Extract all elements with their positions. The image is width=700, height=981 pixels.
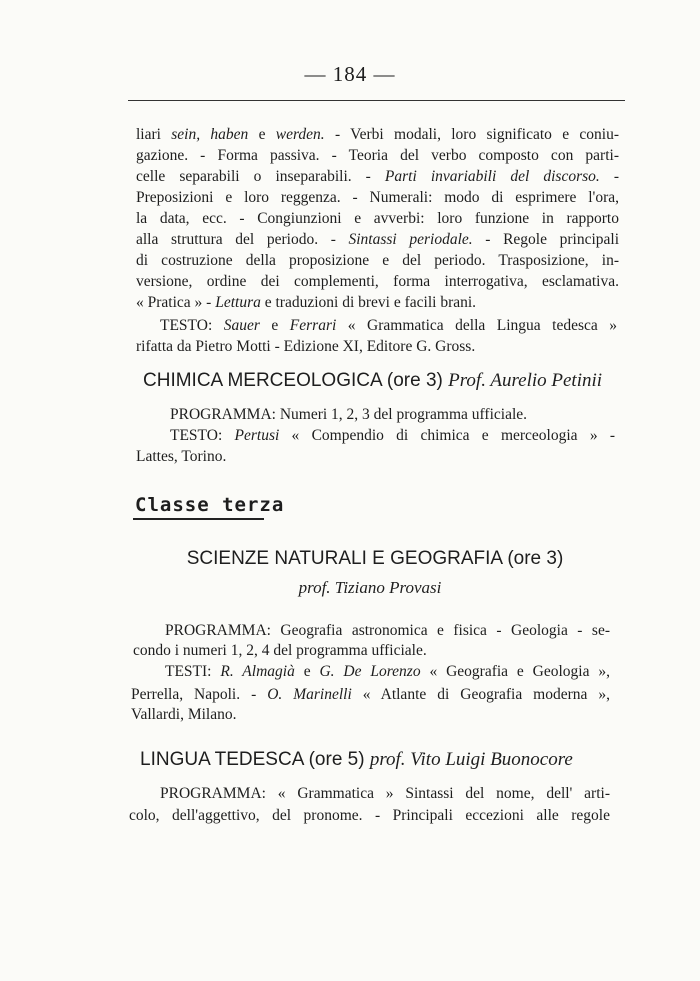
heading-professor: Prof. Aurelio Petinii (448, 370, 603, 391)
programma-line: PROGRAMMA: Numeri 1, 2, 3 del programma ufficiale. (170, 406, 528, 423)
class-title-underline (133, 518, 264, 520)
text-line: di costruzione della proposizione e del periodo. Trasposizione, in- (136, 252, 619, 269)
heading-professor: prof. Vito Luigi Buonocore (369, 749, 573, 770)
text-line: alla struttura del periodo. - Sintassi periodale. - Regole principali (136, 231, 620, 248)
section-professor: prof. Tiziano Provasi (298, 578, 442, 597)
page-number: — 184 — (304, 62, 396, 86)
italic-text: Lettura (215, 294, 261, 311)
heading-title: LINGUA TEDESCA (ore 5) (140, 749, 365, 770)
text-line: gazione. - Forma passiva. - Teoria del verbo composto con parti- (136, 147, 619, 164)
header-rule (128, 100, 625, 101)
text-line: Perrella, Napoli. - O. Marinelli « Atlante di Geografia moderna », (131, 686, 610, 703)
italic-text: Sintassi periodale. (348, 231, 473, 248)
text-line: colo, dell'aggettivo, del pronome. - Principali eccezioni alle regole (129, 807, 610, 824)
italic-text: Ferrari (289, 317, 337, 334)
italic-text: Sauer (223, 317, 260, 334)
text-line: Vallardi, Milano. (131, 706, 237, 723)
italic-text: R. Almagià (220, 663, 295, 680)
text-line: versione, ordine dei complementi, forma interrogativa, esclamativa. (136, 273, 619, 290)
heading-title: CHIMICA MERCEOLOGICA (ore 3) (143, 370, 443, 391)
section-heading (143, 369, 602, 393)
italic-text: G. De Lorenzo (319, 663, 421, 680)
text-line: condo i numeri 1, 2, 4 del programma ufficiale. (133, 642, 427, 659)
italic-text: werden. (275, 126, 325, 143)
text-line: la data, ecc. - Congiunzioni e avverbi: loro funzione in rapporto (136, 210, 619, 227)
text-line: liari sein, haben e werden. - Verbi modali, loro significato e coniu- (136, 126, 619, 143)
italic-text: Parti invariabili del discorso. (384, 168, 600, 185)
programma-line: PROGRAMMA: Geografia astronomica e fisica - Geologia - se- (165, 622, 610, 639)
italic-text: sein, haben (171, 126, 249, 143)
text-line: rifatta da Pietro Motti - Edizione XI, Editore G. Gross. (136, 338, 476, 355)
programma-line: PROGRAMMA: « Grammatica » Sintassi del nome, dell' arti- (160, 785, 610, 802)
italic-text: Pertusi (234, 427, 280, 444)
testi-line: TESTI: R. Almagià e G. De Lorenzo « Geografia e Geologia », (165, 663, 610, 680)
section-heading (140, 748, 573, 772)
testo-line: TESTO: Sauer e Ferrari « Grammatica della Lingua tedesca » (160, 317, 617, 334)
text-line: Lattes, Torino. (136, 448, 227, 465)
testo-line: TESTO: Pertusi « Compendio di chimica e merceologia » - (170, 427, 615, 444)
text-line: « Pratica » - Lettura e traduzioni di brevi e facili brani. (136, 294, 477, 311)
class-title: Classe terza (135, 494, 285, 516)
section-heading: SCIENZE NATURALI E GEOGRAFIA (ore 3) (186, 548, 564, 569)
text-line: Preposizioni e loro reggenza. - Numerali: modo di esprimere l'ora, (136, 189, 619, 206)
italic-text: O. Marinelli (267, 686, 352, 703)
text-line: celle separabili o inseparabili. - Parti invariabili del discorso. - (136, 168, 619, 185)
